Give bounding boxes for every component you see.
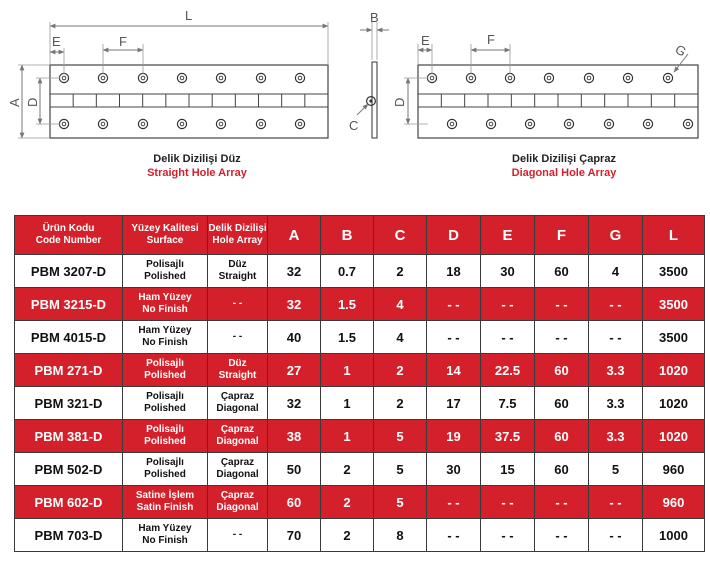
- cell-code: PBM 321-D: [15, 387, 123, 420]
- hole-mark: [295, 119, 304, 128]
- header-surface: [123, 216, 208, 255]
- dim-label-F: F: [119, 34, 127, 49]
- cell-code: PBM 271-D: [15, 354, 123, 387]
- cell-array-tr: Düz: [228, 358, 247, 369]
- cell-surface-en: No Finish: [142, 535, 188, 546]
- cell-A: 38: [268, 420, 321, 453]
- cell-surface-tr: Ham Yüzey: [138, 292, 192, 303]
- diagonal-array-title-en: Diagonal Hole Array: [511, 167, 617, 179]
- hole-mark: [544, 73, 553, 82]
- cell-D: 19: [427, 420, 481, 453]
- hole-mark: [216, 73, 225, 82]
- dim-label-B: B: [370, 10, 379, 25]
- header-C: C: [374, 216, 427, 255]
- cell-G: 3.3: [589, 354, 643, 387]
- cell-surface-en: Polished: [144, 403, 186, 414]
- hole-mark: [683, 119, 692, 128]
- diagonal-hinge-drawing: [392, 32, 698, 138]
- header-array: [208, 216, 268, 255]
- cell-E: - -: [481, 321, 535, 354]
- cell-array-en: Straight: [218, 271, 257, 282]
- hole-mark: [256, 119, 265, 128]
- table-row: [15, 387, 705, 420]
- cell-array-en: Diagonal: [216, 436, 259, 447]
- cell-E: 22.5: [481, 354, 535, 387]
- cell-surface-tr: Polisajlı: [146, 259, 184, 270]
- cell-surface-tr: Ham Yüzey: [138, 325, 192, 336]
- dim-label-E-diagonal: E: [421, 33, 430, 48]
- hole-mark: [584, 73, 593, 82]
- cell-A: 50: [268, 453, 321, 486]
- header-D: D: [427, 216, 481, 255]
- cell-array-tr: Çapraz: [220, 424, 255, 435]
- cell-F: - -: [535, 321, 589, 354]
- cell-surface-en: Satin Finish: [136, 502, 194, 513]
- cell-array-tr: Çapraz: [220, 490, 255, 501]
- cell-E: 30: [481, 255, 535, 288]
- cell-C: 2: [374, 387, 427, 420]
- dim-label-D-diagonal: D: [392, 97, 407, 107]
- dim-label-G: G: [672, 41, 689, 60]
- table-row: [15, 420, 705, 453]
- cell-array-tr: - -: [232, 529, 243, 540]
- header-F: F: [535, 216, 589, 255]
- cell-surface-en: Polished: [144, 271, 186, 282]
- hole-mark: [138, 119, 147, 128]
- header-E: E: [481, 216, 535, 255]
- side-profile-drawing: [349, 10, 389, 138]
- cell-B: 2: [321, 486, 374, 519]
- cell-L: 3500: [643, 288, 705, 321]
- cell-surface-en: No Finish: [142, 337, 188, 348]
- header-code: [15, 216, 123, 255]
- cell-array-tr: - -: [232, 331, 243, 342]
- cell-B: 1.5: [321, 288, 374, 321]
- cell-E: 37.5: [481, 420, 535, 453]
- hole-mark: [177, 119, 186, 128]
- cell-G: 3.3: [589, 420, 643, 453]
- cell-A: 40: [268, 321, 321, 354]
- hole-mark: [486, 119, 495, 128]
- cell-L: 960: [643, 453, 705, 486]
- hole-mark: [427, 73, 436, 82]
- cell-B: 1.5: [321, 321, 374, 354]
- header-surface-en: Surface: [146, 235, 184, 246]
- table-row: [15, 519, 705, 552]
- cell-G: - -: [589, 486, 643, 519]
- cell-B: 2: [321, 519, 374, 552]
- cell-C: 4: [374, 288, 427, 321]
- cell-surface: [123, 486, 208, 519]
- hole-mark: [98, 119, 107, 128]
- cell-surface-tr: Satine İşlem: [135, 490, 195, 501]
- cell-C: 2: [374, 354, 427, 387]
- cell-G: - -: [589, 288, 643, 321]
- header-array-tr: Delik Dizilişi: [208, 223, 267, 234]
- cell-D: 30: [427, 453, 481, 486]
- cell-code: PBM 502-D: [15, 453, 123, 486]
- dim-label-D: D: [25, 97, 40, 107]
- table-row: [15, 321, 705, 354]
- cell-surface-tr: Polisajlı: [146, 424, 184, 435]
- cell-array-tr: Çapraz: [220, 391, 255, 402]
- cell-F: 60: [535, 255, 589, 288]
- cell-surface-tr: Ham Yüzey: [138, 523, 192, 534]
- cell-E: - -: [481, 486, 535, 519]
- cell-code: PBM 3215-D: [15, 288, 123, 321]
- hole-mark: [98, 73, 107, 82]
- cell-surface-en: Polished: [144, 469, 186, 480]
- hole-mark: [525, 119, 534, 128]
- header-A: A: [268, 216, 321, 255]
- hole-mark: [604, 119, 613, 128]
- cell-F: 60: [535, 420, 589, 453]
- cell-G: - -: [589, 519, 643, 552]
- cell-B: 0.7: [321, 255, 374, 288]
- cell-C: 2: [374, 255, 427, 288]
- cell-array: [208, 387, 268, 420]
- cell-code: PBM 602-D: [15, 486, 123, 519]
- cell-array-en: Diagonal: [216, 403, 259, 414]
- cell-L: 960: [643, 486, 705, 519]
- hole-mark: [216, 119, 225, 128]
- dim-label-E: E: [52, 34, 61, 49]
- cell-A: 70: [268, 519, 321, 552]
- cell-L: 1020: [643, 354, 705, 387]
- cell-surface: [123, 354, 208, 387]
- cell-surface: [123, 255, 208, 288]
- cell-surface: [123, 387, 208, 420]
- cell-array: [208, 453, 268, 486]
- straight-array-title-tr: Delik Dizilişi Düz: [153, 153, 241, 165]
- cell-array-tr: Çapraz: [220, 457, 255, 468]
- technical-drawings: [0, 0, 710, 212]
- cell-surface: [123, 453, 208, 486]
- cell-B: 1: [321, 387, 374, 420]
- straight-array-title-en: Straight Hole Array: [147, 167, 247, 179]
- cell-surface-en: Polished: [144, 436, 186, 447]
- cell-L: 1000: [643, 519, 705, 552]
- cell-surface-en: Polished: [144, 370, 186, 381]
- table-row: [15, 486, 705, 519]
- cell-G: - -: [589, 321, 643, 354]
- table-row: [15, 288, 705, 321]
- cell-A: 60: [268, 486, 321, 519]
- cell-A: 27: [268, 354, 321, 387]
- diagonal-array-title-tr: Delik Dizilişi Çapraz: [512, 153, 616, 165]
- cell-surface: [123, 321, 208, 354]
- cell-code: PBM 4015-D: [15, 321, 123, 354]
- table-row: [15, 354, 705, 387]
- header-code-tr: Ürün Kodu: [42, 223, 95, 234]
- diagonal-array-caption: [464, 152, 664, 180]
- hole-mark: [623, 73, 632, 82]
- cell-array-en: Straight: [218, 370, 257, 381]
- hole-mark: [643, 119, 652, 128]
- cell-F: - -: [535, 288, 589, 321]
- hole-mark: [295, 73, 304, 82]
- hole-mark: [177, 73, 186, 82]
- cell-array-tr: - -: [232, 298, 243, 309]
- cell-surface: [123, 420, 208, 453]
- dim-label-A: A: [7, 98, 22, 107]
- table-row: [15, 255, 705, 288]
- cell-array: [208, 354, 268, 387]
- cell-C: 5: [374, 453, 427, 486]
- cell-array: [208, 420, 268, 453]
- cell-A: 32: [268, 288, 321, 321]
- header-array-en: Hole Array: [212, 235, 263, 246]
- cell-F: - -: [535, 486, 589, 519]
- cell-E: - -: [481, 288, 535, 321]
- hole-mark: [505, 73, 514, 82]
- cell-L: 1020: [643, 420, 705, 453]
- dim-label-L: L: [185, 8, 193, 23]
- cell-surface-tr: Polisajlı: [146, 391, 184, 402]
- header-G: G: [589, 216, 643, 255]
- cell-E: - -: [481, 519, 535, 552]
- cell-array: [208, 519, 268, 552]
- cell-C: 8: [374, 519, 427, 552]
- spec-table: [14, 215, 705, 552]
- cell-E: 7.5: [481, 387, 535, 420]
- cell-D: - -: [427, 321, 481, 354]
- table-row: [15, 453, 705, 486]
- header-surface-tr: Yüzey Kalitesi: [131, 223, 199, 234]
- cell-code: PBM 3207-D: [15, 255, 123, 288]
- cell-B: 2: [321, 453, 374, 486]
- cell-surface-en: No Finish: [142, 304, 188, 315]
- cell-code: PBM 703-D: [15, 519, 123, 552]
- cell-G: 3.3: [589, 387, 643, 420]
- cell-surface-tr: Polisajlı: [146, 457, 184, 468]
- hole-mark: [663, 73, 672, 82]
- cell-array: [208, 255, 268, 288]
- hole-mark: [447, 119, 456, 128]
- cell-D: 18: [427, 255, 481, 288]
- cell-surface-tr: Polisajlı: [146, 358, 184, 369]
- cell-L: 3500: [643, 255, 705, 288]
- cell-D: - -: [427, 486, 481, 519]
- straight-array-caption: [97, 152, 297, 180]
- hole-mark: [59, 119, 68, 128]
- cell-L: 1020: [643, 387, 705, 420]
- cell-F: 60: [535, 354, 589, 387]
- cell-array: [208, 321, 268, 354]
- dim-label-C: C: [349, 118, 359, 133]
- cell-F: - -: [535, 519, 589, 552]
- cell-C: 4: [374, 321, 427, 354]
- cell-E: 15: [481, 453, 535, 486]
- cell-A: 32: [268, 387, 321, 420]
- cell-C: 5: [374, 420, 427, 453]
- cell-array-en: Diagonal: [216, 502, 259, 513]
- cell-B: 1: [321, 354, 374, 387]
- cell-D: - -: [427, 519, 481, 552]
- cell-surface: [123, 288, 208, 321]
- cell-D: 14: [427, 354, 481, 387]
- dim-label-F-diagonal: F: [487, 32, 495, 47]
- straight-hinge-drawing: [7, 8, 328, 138]
- header-B: B: [321, 216, 374, 255]
- cell-array-tr: Düz: [228, 259, 247, 270]
- cell-C: 5: [374, 486, 427, 519]
- cell-array: [208, 288, 268, 321]
- cell-F: 60: [535, 387, 589, 420]
- cell-D: 17: [427, 387, 481, 420]
- hole-mark: [564, 119, 573, 128]
- cell-L: 3500: [643, 321, 705, 354]
- cell-array: [208, 486, 268, 519]
- cell-F: 60: [535, 453, 589, 486]
- cell-B: 1: [321, 420, 374, 453]
- hole-mark: [138, 73, 147, 82]
- cell-G: 4: [589, 255, 643, 288]
- cell-A: 32: [268, 255, 321, 288]
- header-L: L: [643, 216, 705, 255]
- cell-D: - -: [427, 288, 481, 321]
- cell-array-en: Diagonal: [216, 469, 259, 480]
- cell-surface: [123, 519, 208, 552]
- hole-mark: [59, 73, 68, 82]
- table-header-row: [15, 216, 705, 255]
- hole-mark: [256, 73, 265, 82]
- header-code-en: Code Number: [35, 235, 102, 246]
- cell-code: PBM 381-D: [15, 420, 123, 453]
- hole-mark: [466, 73, 475, 82]
- cell-G: 5: [589, 453, 643, 486]
